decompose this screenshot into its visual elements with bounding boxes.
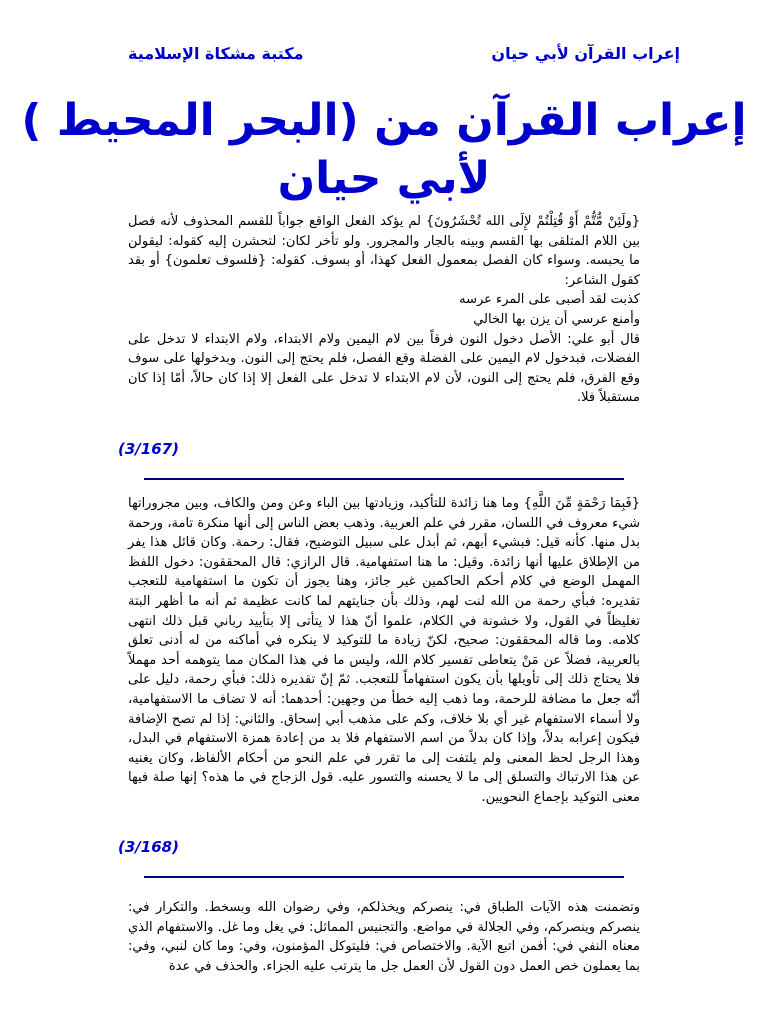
page-reference-2: (3/168) [118, 838, 179, 856]
section-divider-1 [144, 478, 624, 480]
section-1-paragraph-1: {ولَئِنْ مُّتُّمْ أَوْ قُتِلْتُمْ لإِلَى الله تُحْشَرُونَ} لم يؤكد الفعل الواقع جواباً للقسم المحذوف لأنه فصل بين اللام المتلقى بها القسم وبينه بالجار والمجرور. ولو تأخر لكان: لتحشرن إليه كقوله: ليقولن ما يحبسه. وسواء كان الفصل بمعمول الفعل كهذا، أو بسوف. كقوله: {فلسوف تعلمون} أو بقد كقول الشاعر: [128, 214, 640, 288]
header-book-title: إعراب القرآن لأبي حيان [491, 44, 680, 63]
poem-verse-1: كذبت لقد أصبى على المرء عرسه [459, 292, 640, 308]
header-library-name: مكتبة مشكاة الإسلامية [128, 44, 304, 63]
section-3 [128, 898, 640, 976]
section-1 [128, 212, 640, 408]
title-line-1: إعراب القرآن من (البحر المحيط ) [21, 95, 747, 146]
section-1-paragraph-2: قال أبو علي: الأصل دخول النون فرقاً بين لام اليمين ولام الابتداء، ولام الابتداء لا تدخل على الفضلات، فبدخول لام اليمين على الفضلة وقع الفصل، فلم يحتج إلى النون. وبدخولها على سوف وقع الفرق، فلم يحتج إلى النون، لأن لام الابتداء لا تدخل على الفعل إلا إذا كان حالاً، أمّا إذا كان مستقبلاً فلا. [128, 331, 640, 406]
section-divider-2 [144, 876, 624, 878]
section-2-paragraph-1: {فَبِمَا رَحْمَةٍ مِّنَ اللَّهِ} وما هنا زائدة للتأكيد، وزيادتها بين الباء وعن ومن والكاف، وبين مجروراتها شيء معروف في اللسان، مقرر في علم العربية. وذهب بعض الناس إلى أنها منكرة تامة، ورحمة بدل منها. كأنه قيل: فبشيء أبهم، ثم أبدل على سبيل التوضيح، فقال: رحمة. وكان قائل هذا يفر من الإطلاق عليها أنها زائدة. وقيل: ما هنا استفهامية. قال الرازي: قال المحققون: دخول اللفظ المهمل الوضع في كلام أحكم الحاكمين غير جائز، وهنا يجوز أن تكون ما استفهامية للتعجب تقديره: فبأي رحمة من الله لنت لهم، وذلك بأن جنايتهم لما كانت عظيمة ثم أنه ما أظهر البتة تغليظاً في القول، ولا خشونة في الكلام، علموا أنّ هذا لا يتأتى إلا بتأييد رباني قبل ذلك انتهى كلامه. وما قاله المحققون: صحيح، لكنّ زيادة ما للتوكيد لا ينكره في أماكنه من له أدنى تعلق بالعربية، فضلاً عن مَنْ يتعاطى تفسير كلام الله، وليس ما في هذا المكان مما يتوهمه أحد مهملاً فلا يحتاج ذلك إلى تأويلها بأن يكون استفهاماً للتعجب. ثمّ إنّ تقديره ذلك: فبأي رحمة، دليل على أنّه جعل ما مضافة للرحمة، وما ذهب إليه خطأ من وجهين: أحدهما: أنه لا تضاف ما الاستفهامية، ولا أسماء الاستفهام غير أي بلا خلاف، وكم على مذهب أبي إسحاق. والثاني: إذا لم تصح الإضافة فيكون إعرابه بدلاً، وإذا كان بدلاً من اسم الاستفهام فلا بد من إعادة همزة الاستفهام في البدل، وهذا الرجل لحظ المعنى ولم يلتفت إلى ما تقرر في علم النحو من أحكام الألفاظ، وكان يغنيه عن هذا الارتباك والتسلق إلى ما لا يحسنه والتسور عليه. قول الزجاج في ما هذه؟ إنها صلة فيها معنى التوكيد بإجماع النحويين. [128, 496, 640, 805]
page-reference-1: (3/167) [118, 440, 179, 458]
poem-verse-2: وأمنع عرسي أن يزن بها الخالي [473, 311, 640, 327]
section-3-paragraph-1: وتضمنت هذه الآيات الطباق في: ينصركم ويخذلكم، وفي رضوان الله وبسخط. والتكرار في: ينصركم وينصركم، وفي الجلالة في مواضع. والتجنيس المماثل: في يغل وما غل. والاستفهام الذي معناه النفي في: أفمن اتبع الآية. والاختصاص في: فليتوكل المؤمنون، وفي: وما كان لنبي، وفي: بما يعملون خص العمل دون القول لأن العمل جل ما يترتب عليه الجزاء. والحذف في عدة [128, 900, 640, 974]
section-2 [128, 494, 640, 808]
title-line-2: لأبي حيان [277, 153, 491, 204]
page-title [0, 92, 768, 208]
